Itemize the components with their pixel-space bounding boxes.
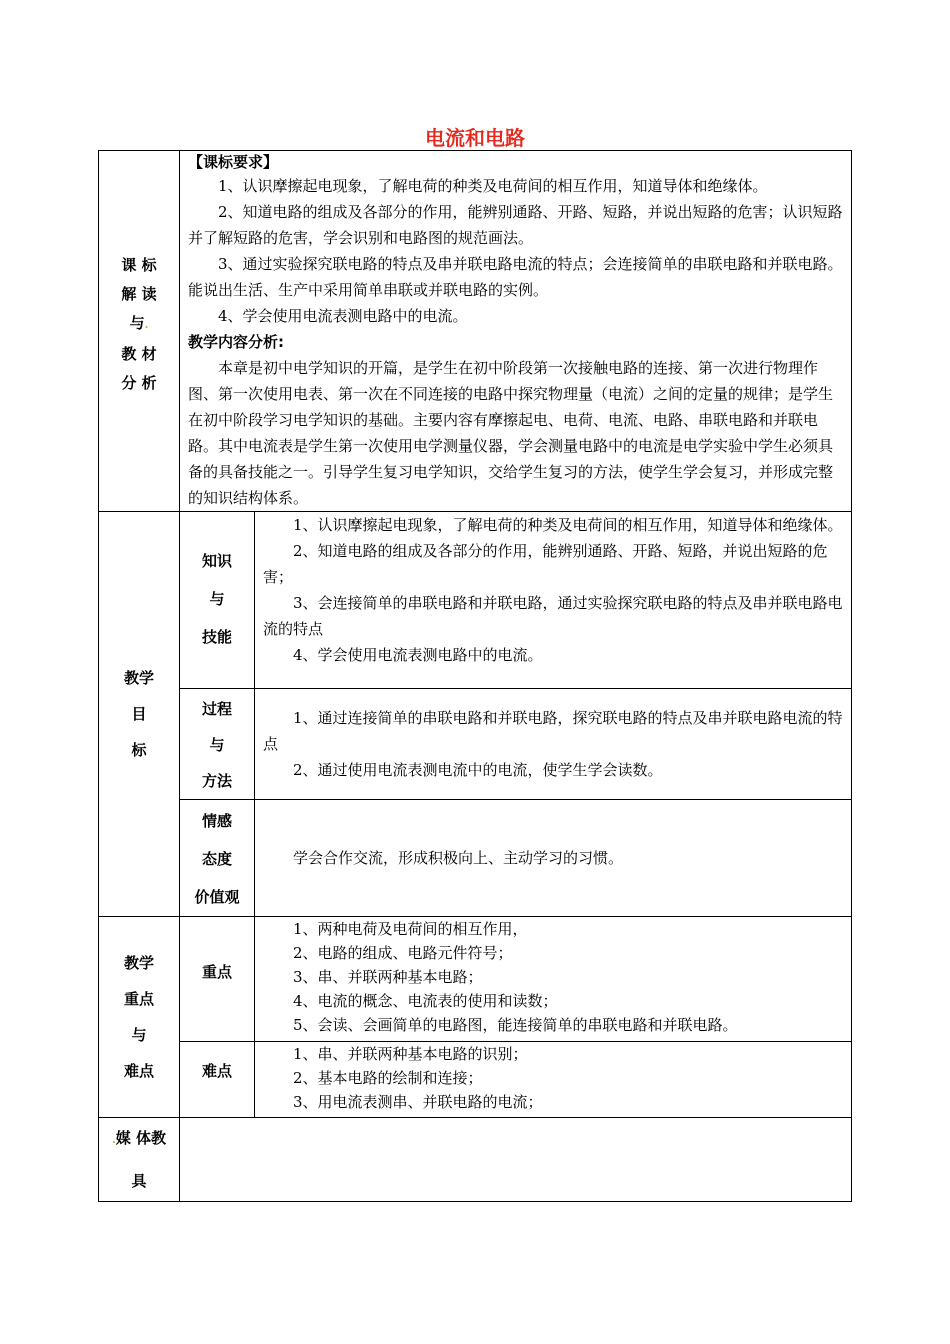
requirement-item: 2、知道电路的组成及各部分的作用，能辨别通路、开路、短路，并说出短路的危害；认识短路并了解短路的危害，学会识别和电路图的规范画法。: [188, 203, 843, 247]
knowledge-item: 3、会连接简单的串联电路和并联电路，通过实验探究联电路的特点及串并联电路电流的特点: [263, 594, 843, 638]
knowledge-label: [180, 512, 255, 689]
process-label-line: 与: [209, 736, 225, 754]
difficult-point-item: 2、基本电路的绘制和连接；: [293, 1069, 483, 1087]
section2-header-line: 标: [131, 741, 147, 759]
page-title: 电流和电路: [425, 126, 525, 150]
knowledge-item: 4、学会使用电流表测电路中的电流。: [293, 646, 543, 664]
emotion-text: 学会合作交流，形成积极向上、主动学习的习惯。: [293, 849, 624, 867]
section3-header-line: 与: [131, 1026, 147, 1044]
key-point-item: 5、会读、会画简单的电路图，能连接简单的串联电路和并联电路。: [293, 1016, 738, 1034]
section2-header: [99, 512, 180, 917]
knowledge-item: 1、认识摩擦起电现象，了解电荷的种类及电荷间的相互作用，知道导体和绝缘体。: [293, 516, 843, 534]
analysis-text: 本章是初中电学知识的开篇，是学生在初中阶段第一次接触电路的连接、第一次进行物理作图、第一次使用电表、第一次在不同连接的电路中探究物理量（电流）之间的定量的规律；是学生在初中阶段学习电学知识的基础。主要内容有摩擦起电、电荷、电流、电路、串联电路和并联电路。其中电流表是学生第一次使用电学测量仪器，学会测量电路中的电流是电学实验中学生必须具备的具备技能之一。引导学生复习电学知识，交给学生复习的方法，使学生学会复习，并形成完整的知识结构体系。: [188, 359, 834, 507]
media-content: [180, 1118, 852, 1202]
emotion-label-line: 态度: [201, 850, 232, 868]
process-item: 2、通过使用电流表测电流中的电流，使学生学会读数。: [293, 761, 663, 779]
key-points-label: 重点: [180, 917, 255, 1042]
section1-header-line: 课 标: [121, 256, 157, 274]
key-point-item: 1、两种电荷及电荷间的相互作用，: [293, 920, 528, 938]
section3-header-line: 重点: [123, 990, 154, 1008]
section3-header: [99, 917, 180, 1118]
difficult-point-item: 1、串、并联两种基本电路的识别；: [293, 1045, 528, 1063]
section1-content: [180, 151, 852, 512]
section1-header: [99, 151, 180, 512]
knowledge-item: 2、知道电路的组成及各部分的作用，能辨别通路、开路、短路，并说出短路的危害；: [263, 542, 828, 586]
section4-header-line: 具: [131, 1172, 147, 1190]
key-point-item: 2、电路的组成、电路元件符号；: [293, 944, 513, 962]
lesson-plan-table: [98, 150, 852, 1202]
requirement-item: 1、认识摩擦起电现象，了解电荷的种类及电荷间的相互作用，知道导体和绝缘体。: [218, 177, 768, 195]
emotion-label: [180, 800, 255, 917]
section3-header-line: 难点: [123, 1062, 154, 1080]
requirement-item: 4、学会使用电流表测电路中的电流。: [218, 307, 468, 325]
key-points-content: [255, 917, 852, 1042]
section2-header-line: 教学: [123, 669, 154, 687]
knowledge-label-line: 知识: [201, 552, 232, 570]
section1-header-line: 分 析: [121, 374, 157, 392]
process-item: 1、通过连接简单的串联电路和并联电路，探究联电路的特点及串并联电路电流的特点: [263, 709, 843, 753]
process-label: [180, 689, 255, 800]
section4-header: [99, 1118, 180, 1202]
emotion-label-line: 价值观: [194, 888, 240, 906]
knowledge-label-line: 与: [209, 590, 225, 608]
knowledge-content: [255, 512, 852, 689]
requirement-item: 3、通过实验探究联电路的特点及串并联电路电流的特点；会连接简单的串联电路和并联电路。能说出生活、生产中采用简单串联或并联电路的实例。: [188, 255, 843, 299]
section2-header-line: 目: [131, 705, 147, 723]
difficult-points-content: [255, 1042, 852, 1118]
process-content: [255, 689, 852, 800]
section1-header-line: 与.: [129, 314, 149, 332]
requirements-heading: 【课标要求】: [188, 153, 279, 171]
section3-header-line: 教学: [123, 954, 154, 972]
process-label-line: 方法: [201, 772, 232, 790]
section1-header-line: 解 读: [121, 285, 157, 303]
difficult-point-item: 3、用电流表测串、并联电路的电流；: [293, 1093, 543, 1111]
key-point-item: 4、电流的概念、电流表的使用和读数；: [293, 992, 558, 1010]
emotion-label-line: 情感: [201, 812, 232, 830]
emotion-content: [255, 800, 852, 917]
analysis-heading: 教学内容分析:: [188, 333, 284, 351]
knowledge-label-line: 技能: [201, 628, 232, 646]
process-label-line: 过程: [201, 700, 232, 718]
section4-header-line: .媒 体教: [111, 1129, 167, 1147]
section1-header-line: 教 材: [121, 345, 157, 363]
key-point-item: 3、串、并联两种基本电路；: [293, 968, 483, 986]
difficult-points-label: 难点: [180, 1042, 255, 1118]
